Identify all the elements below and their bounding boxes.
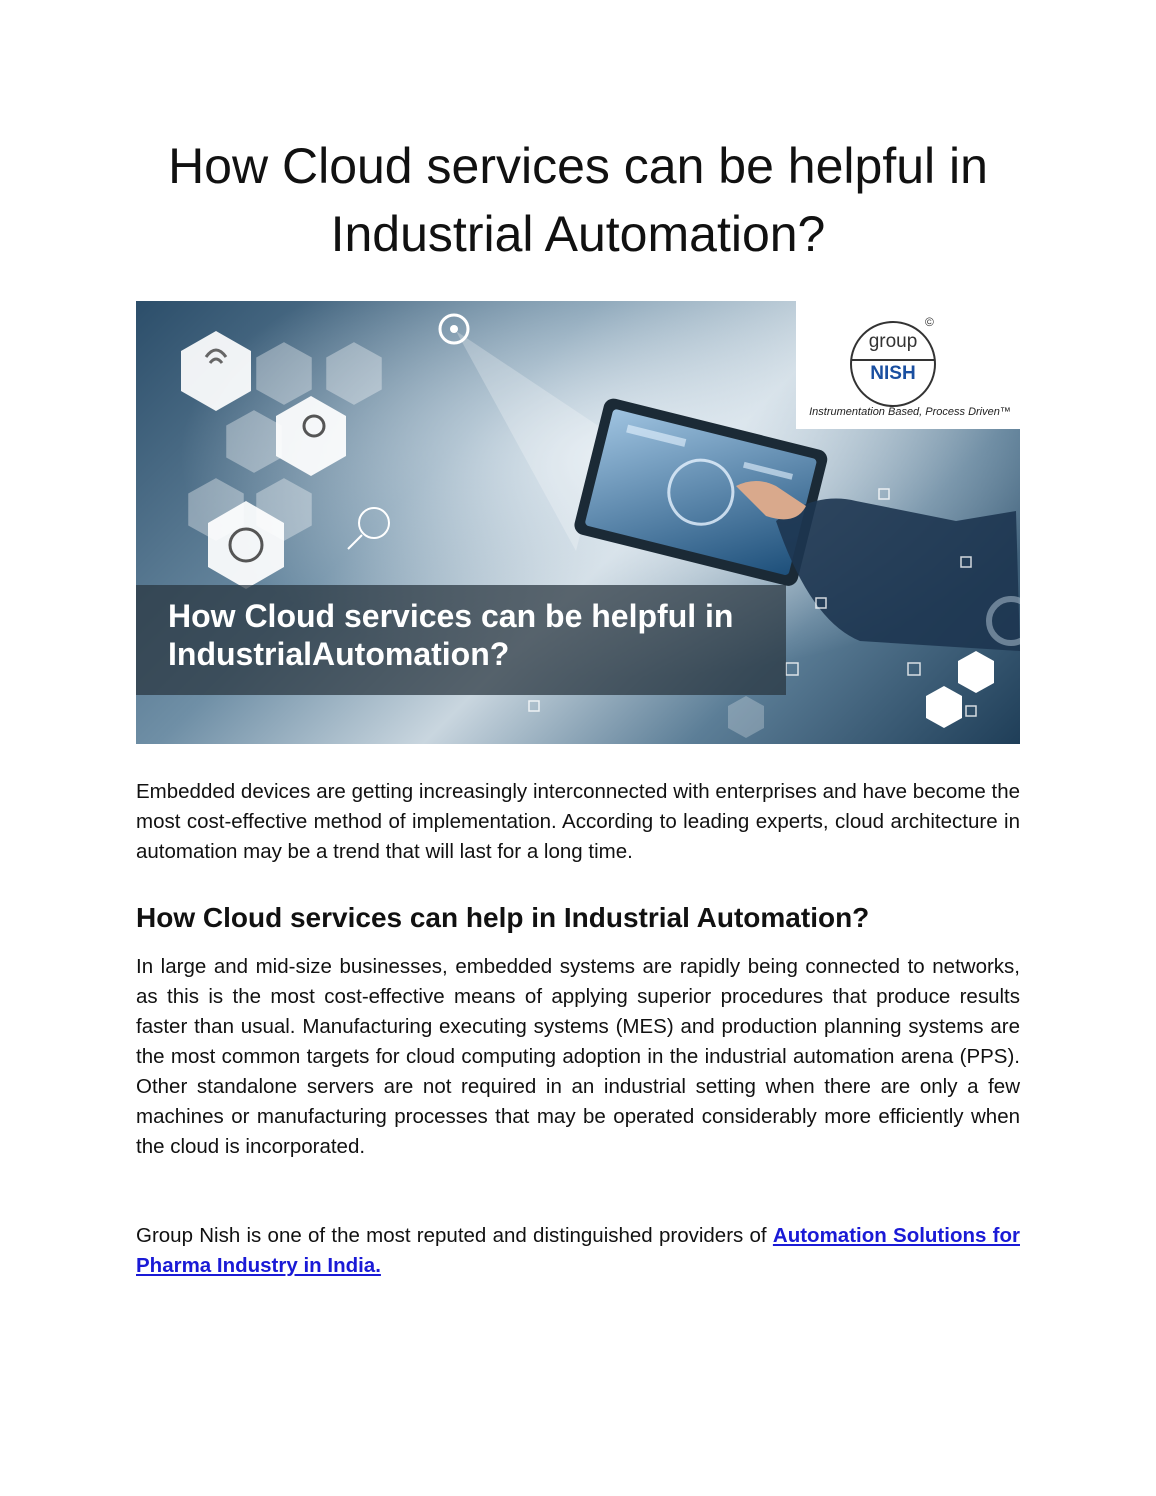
section-paragraph: In large and mid-size businesses, embedded systems are rapidly being connected to networks, as this is the most cost-effective means of applying superior procedures that produce results faster than usual. Manufacturing executing systems (MES) and production planning systems are the most common targets for cloud computing adoption in the industrial automation arena (PPS). Other standalone servers are not required in an industrial setting when there are only a few machines or manufacturing processes that may be operated considerably more efficiently when the cloud is incorporated.	[136, 955, 1020, 1158]
logo-brand-text: NISH	[870, 363, 916, 384]
logo-tagline: Instrumentation Based, Process Driven™	[809, 406, 1011, 418]
hero-image	[136, 301, 1020, 744]
logo-divider	[852, 359, 934, 361]
closing-paragraph-text: Group Nish is one of the most reputed and distinguished providers of	[136, 1224, 773, 1247]
hero-caption: How Cloud services can be helpful in IndustrialAutomation?	[168, 598, 734, 672]
intro-paragraph: Embedded devices are getting increasingly interconnected with enterprises and have become the most cost-effective method of implementation. According to leading experts, cloud architecture in automation may be a trend that will last for a long time.	[136, 780, 1020, 863]
automation-solutions-link[interactable]: Automation Solutions for Pharma Industry in India.	[136, 1224, 1020, 1277]
logo-copyright: ©	[925, 315, 934, 329]
section-heading: How Cloud services can help in Industrial Automation?	[136, 902, 870, 933]
logo-group-text: group	[868, 331, 918, 352]
closing-paragraph	[136, 1221, 1020, 1281]
page-title: How Cloud services can be helpful in Industrial Automation?	[168, 138, 988, 262]
